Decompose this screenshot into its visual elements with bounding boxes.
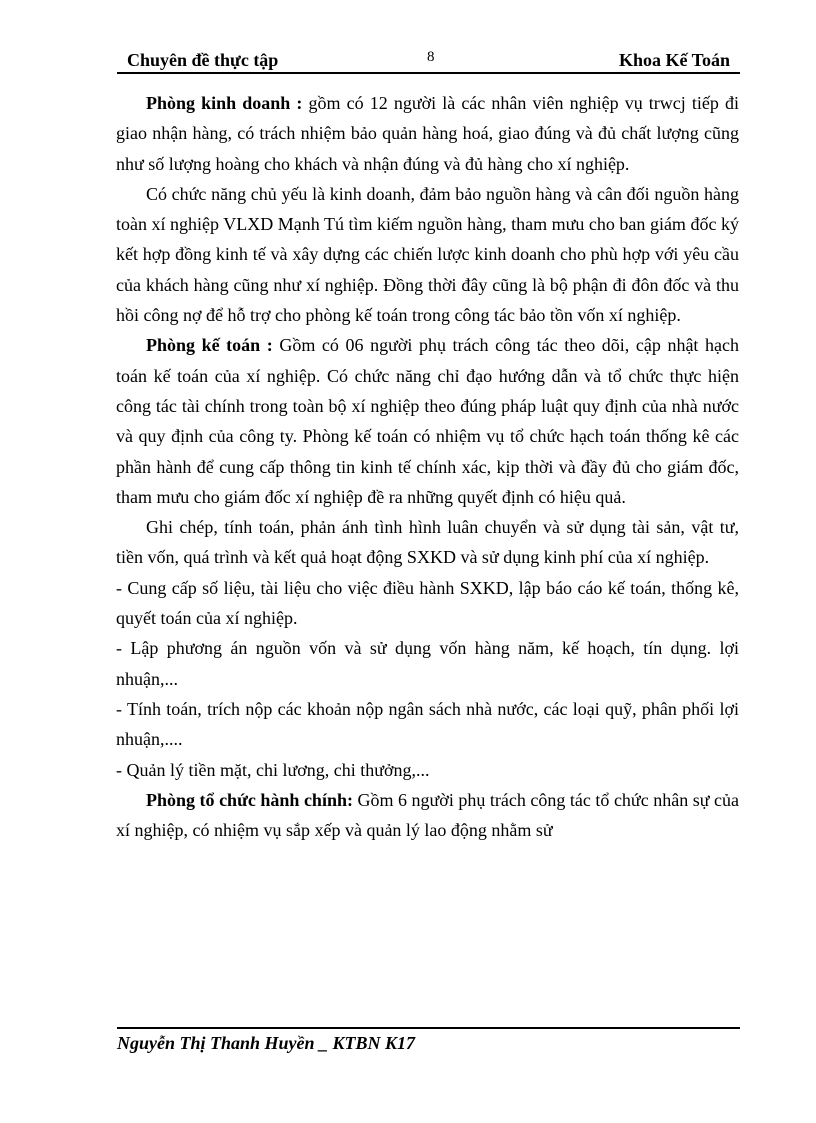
footer-divider <box>117 1027 740 1029</box>
list-item: - Quản lý tiền mặt, chi lương, chi thưởng,... <box>116 759 430 780</box>
paragraph-admin-dept <box>116 785 739 846</box>
paragraph-lead: Phòng kế toán : <box>146 335 273 356</box>
paragraph-text: Gồm có 06 người phụ trách công tác theo dõi, cập nhật hạch toán kế toán của xí nghiệp. Có chức năng chỉ đạo hướng dẫn và tổ chức thực hiện công tác tài chính trong toàn bộ xí nghiệp theo đúng pháp luật quy định của nhà nước và quy định của công ty. Phòng kế toán có nhiệm vụ tổ chức hạch toán thống kê các phần hành để cung cấp thông tin kinh tế chính xác, kịp thời và đầy đủ cho giám đốc, tham mưu cho giám đốc xí nghiệp đề ra những quyết định có hiệu quả. <box>116 335 739 507</box>
list-item: - Tính toán, trích nộp các khoản nộp ngân sách nhà nước, các loại quỹ, phân phối lợi nhuận,.... <box>116 698 739 750</box>
list-item: - Cung cấp số liệu, tài liệu cho việc điều hành SXKD, lập báo cáo kế toán, thống kê, quyết toán của xí nghiệp. <box>116 577 739 629</box>
paragraph-text: Có chức năng chủ yếu là kinh doanh, đảm bảo nguồn hàng và cân đối nguồn hàng toàn xí nghiệp VLXD Mạnh Tú tìm kiếm nguồn hàng, tham mưu cho ban giám đốc ký kết hợp đồng kinh tế và xây dựng các chiến lược kinh doanh cho phù hợp với yêu cầu của khách hàng cũng như xí nghiệp. Đồng thời đây cũng là bộ phận đi đôn đốc và thu hồi công nợ để hỗ trợ cho phòng kế toán trong công tác bảo tồn vốn xí nghiệp. <box>116 183 739 326</box>
list-item: - Lập phương án nguồn vốn và sử dụng vốn hàng năm, kế hoạch, tín dụng. lợi nhuận,... <box>116 638 739 689</box>
header-course-title: Chuyên đề thực tập <box>127 50 279 70</box>
paragraph-text: Ghi chép, tính toán, phản ánh tình hình luân chuyển và sử dụng tài sản, vật tư, tiền vốn, quá trình và kết quả hoạt động SXKD và sử dụng kinh phí của xí nghiệp. <box>116 517 739 568</box>
page-header <box>117 48 740 74</box>
paragraph-lead: Phòng tổ chức hành chính: <box>146 789 353 810</box>
paragraph-sales-functions <box>116 179 739 330</box>
paragraph-lead: Phòng kinh doanh : <box>146 93 303 113</box>
header-department: Khoa Kế Toán <box>618 50 730 70</box>
paragraph-text: Gồm 6 người phụ trách công tác tổ chức nhân sự của xí nghiệp, có nhiệm vụ sắp xếp và quản lý lao động nhằm sử <box>116 789 739 841</box>
footer-author: Nguyễn Thị Thanh Huyền _ KTBN K17 <box>117 1033 416 1053</box>
paragraph-text: gồm có 12 người là các nhân viên nghiệp vụ trwcj tiếp đi giao nhận hàng, có trách nhiệm bảo quản hàng hoá, giao đúng và đủ chất lượng cũng như số lượng hoàng cho khách và nhận đúng và đủ hàng cho xí nghiệp. <box>116 93 739 174</box>
document-body <box>116 88 739 845</box>
paragraph-sales-dept <box>116 88 739 179</box>
paragraph-accounting-tasks <box>116 512 739 573</box>
page-number: 8 <box>427 49 435 65</box>
paragraph-accounting-dept <box>116 330 739 512</box>
